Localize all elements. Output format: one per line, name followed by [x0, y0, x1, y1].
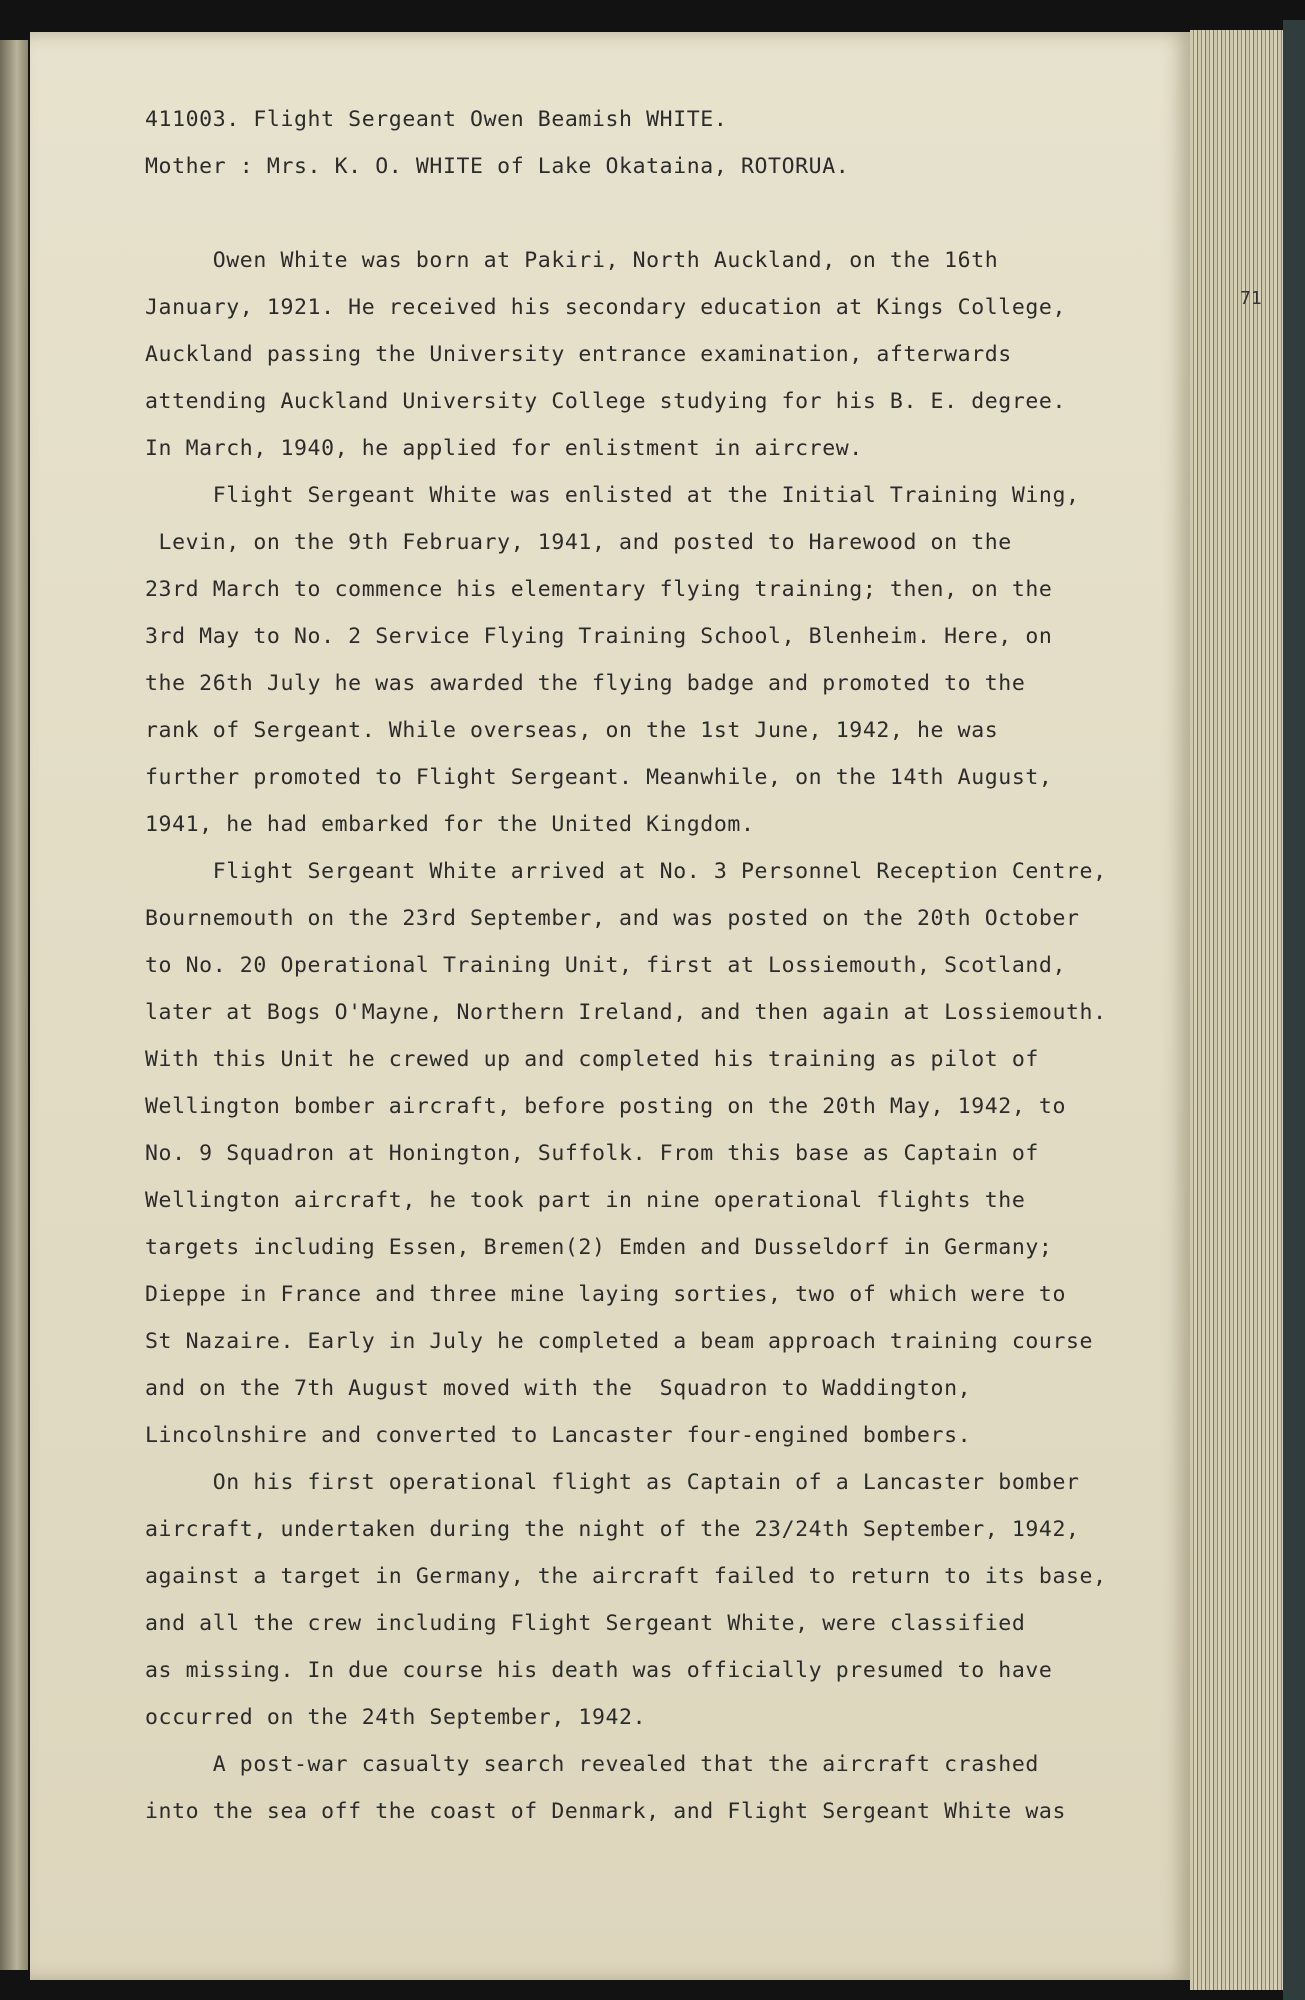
service-heading: 411003. Flight Sergeant Owen Beamish WHITE.: [145, 107, 728, 132]
body-line: On his first operational flight as Captain of a Lancaster bomber: [145, 1470, 1080, 1495]
body-line: Dieppe in France and three mine laying sorties, two of which were to: [145, 1282, 1066, 1307]
body-line: as missing. In due course his death was officially presumed to have: [145, 1658, 1053, 1683]
body-text: [145, 237, 1175, 1835]
book-spine: [1283, 20, 1305, 2000]
body-line: Wellington bomber aircraft, before posting on the 20th May, 1942, to: [145, 1094, 1066, 1119]
body-line: later at Bogs O'Mayne, Northern Ireland, and then again at Lossiemouth.: [145, 1000, 1107, 1025]
body-line: A post-war casualty search revealed that the aircraft crashed: [145, 1752, 1039, 1777]
body-line: Bournemouth on the 23rd September, and was posted on the 20th October: [145, 906, 1080, 931]
body-line: targets including Essen, Bremen(2) Emden and Dusseldorf in Germany;: [145, 1235, 1053, 1260]
body-line: attending Auckland University College studying for his B. E. degree.: [145, 389, 1066, 414]
body-line: No. 9 Squadron at Honington, Suffolk. From this base as Captain of: [145, 1141, 1039, 1166]
body-line: 3rd May to No. 2 Service Flying Training School, Blenheim. Here, on: [145, 624, 1053, 649]
body-line: rank of Sergeant. While overseas, on the 1st June, 1942, he was: [145, 718, 999, 743]
body-line: Auckland passing the University entrance examination, afterwards: [145, 342, 1012, 367]
body-line: Lincolnshire and converted to Lancaster four-engined bombers.: [145, 1423, 972, 1448]
body-line: to No. 20 Operational Training Unit, first at Lossiemouth, Scotland,: [145, 953, 1066, 978]
body-line: further promoted to Flight Sergeant. Meanwhile, on the 14th August,: [145, 765, 1053, 790]
body-line: Flight Sergeant White was enlisted at the Initial Training Wing,: [145, 483, 1080, 508]
facing-page-edge: [0, 40, 28, 1970]
body-line: 1941, he had embarked for the United Kingdom.: [145, 812, 755, 837]
body-line: In March, 1940, he applied for enlistment in aircrew.: [145, 436, 863, 461]
body-line: Owen White was born at Pakiri, North Auckland, on the 16th: [145, 248, 999, 273]
body-line: Flight Sergeant White arrived at No. 3 Personnel Reception Centre,: [145, 859, 1107, 884]
body-line: the 26th July he was awarded the flying badge and promoted to the: [145, 671, 1026, 696]
body-line: 23rd March to commence his elementary flying training; then, on the: [145, 577, 1053, 602]
body-line: With this Unit he crewed up and completed his training as pilot of: [145, 1047, 1039, 1072]
body-line: St Nazaire. Early in July he completed a beam approach training course: [145, 1329, 1094, 1354]
body-line: aircraft, undertaken during the night of the 23/24th September, 1942,: [145, 1517, 1080, 1542]
body-line: occurred on the 24th September, 1942.: [145, 1705, 647, 1730]
body-line: into the sea off the coast of Denmark, and Flight Sergeant White was: [145, 1799, 1066, 1824]
mother-line: Mother : Mrs. K. O. WHITE of Lake Okataina, ROTORUA.: [145, 154, 850, 179]
body-line: and all the crew including Flight Sergeant White, were classified: [145, 1611, 1026, 1636]
body-line: and on the 7th August moved with the Squadron to Waddington,: [145, 1376, 972, 1401]
typed-text: [145, 96, 1175, 1835]
page-stack-edge: [1190, 30, 1293, 1990]
body-line: January, 1921. He received his secondary education at Kings College,: [145, 295, 1066, 320]
body-line: Wellington aircraft, he took part in nine operational flights the: [145, 1188, 1026, 1213]
body-line: against a target in Germany, the aircraft failed to return to its base,: [145, 1564, 1107, 1589]
body-line: Levin, on the 9th February, 1941, and posted to Harewood on the: [145, 530, 1012, 555]
margin-note: 71: [1240, 288, 1262, 309]
